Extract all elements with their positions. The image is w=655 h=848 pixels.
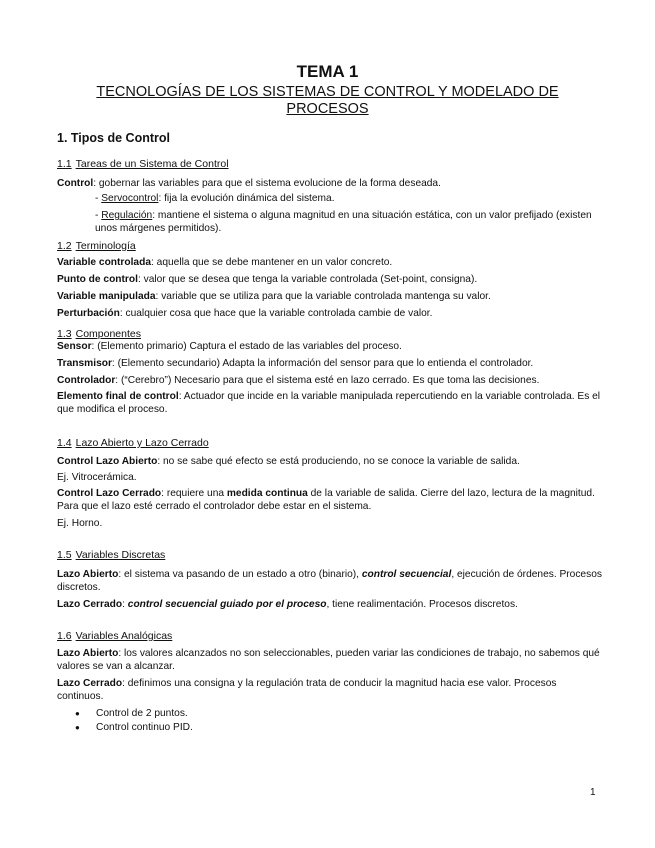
item-servocontrol: - Servocontrol: fija la evolución dinámica del sistema. <box>95 193 335 204</box>
page-number: 1 <box>590 787 596 798</box>
example-horno: Ej. Horno. <box>57 518 103 529</box>
paragraph-variable-manipulada: Variable manipulada: variable que se utiliza para que la variable controlada mantenga su valor. <box>57 291 491 302</box>
paragraph-control-lazo-abierto: Control Lazo Abierto: no se sabe qué efecto se está produciendo, no se conoce la variable de salida. <box>57 456 520 467</box>
paragraph-sensor: Sensor: (Elemento primario) Captura el estado de las variables del proceso. <box>57 341 402 352</box>
paragraph-discretas-lazo-abierto: Lazo Abierto: el sistema va pasando de un estado a otro (binario), control secuencial, ejecución de órdenes. Procesos discretos. <box>57 569 602 593</box>
paragraph-analogicas-lazo-abierto: Lazo Abierto: los valores alcanzados no son seleccionables, pueden variar las condiciones de trabajo, no sabemos qué valores se van a alcanzar. <box>57 648 600 672</box>
paragraph-control: Control: gobernar las variables para que el sistema evolucione de la forma deseada. <box>57 178 441 189</box>
subsection-1-3-heading: 1.3 Componentes <box>57 328 141 340</box>
paragraph-controlador: Controlador: (“Cerebro”) Necesario para que el sistema esté en lazo cerrado. Es que toma las decisiones. <box>57 375 540 386</box>
subsection-1-4-heading: 1.4 Lazo Abierto y Lazo Cerrado <box>57 437 209 449</box>
subsection-1-1-heading: 1.1 Tareas de un Sistema de Control <box>57 158 229 170</box>
list-item: ● Control continuo PID. <box>75 721 193 735</box>
paragraph-elemento-final: Elemento final de control: Actuador que incide en la variable manipulada repercutiendo en la variable controlada. Es el que modifica el proceso. <box>57 391 601 415</box>
paragraph-perturbacion: Perturbación: cualquier cosa que hace que la variable controlada cambie de valor. <box>57 308 433 319</box>
item-regulacion: - Regulación: mantiene el sistema o alguna magnitud en una situación estática, con un valor prefijado (existen unos márgenes permitidos). <box>95 210 592 234</box>
doc-title: TEMA 1 <box>296 62 359 81</box>
subsection-1-5-heading: 1.5 Variables Discretas <box>57 549 166 561</box>
doc-subtitle: TECNOLOGÍAS DE LOS SISTEMAS DE CONTROL Y MODELADO DE PROCESOS <box>96 84 559 117</box>
paragraph-variable-controlada: Variable controlada: aquella que se debe mantener en un valor concreto. <box>57 257 393 268</box>
paragraph-control-lazo-cerrado: Control Lazo Cerrado: requiere una medida continua de la variable de salida. Cierre del lazo, lectura de la magnitud. Para que el lazo esté cerrado el controlador debe estar en el sistema. <box>57 488 595 512</box>
paragraph-discretas-lazo-cerrado: Lazo Cerrado: control secuencial guiado por el proceso, tiene realimentación. Procesos discretos. <box>57 599 518 610</box>
subsection-1-6-heading: 1.6 Variables Analógicas <box>57 630 173 642</box>
paragraph-transmisor: Transmisor: (Elemento secundario) Adapta la información del sensor para que lo entienda el controlador. <box>57 358 534 369</box>
paragraph-analogicas-lazo-cerrado: Lazo Cerrado: definimos una consigna y la regulación trata de conducir la magnitud hacia ese valor. Procesos continuos. <box>57 678 557 702</box>
list-item: ● Control de 2 puntos. <box>75 707 193 721</box>
section-heading: 1. Tipos de Control <box>57 131 170 145</box>
bullet-list <box>75 707 193 735</box>
example-vitroceramica: Ej. Vitrocerámica. <box>57 472 137 483</box>
paragraph-punto-de-control: Punto de control: valor que se desea que tenga la variable controlada (Set-point, consigna). <box>57 274 478 285</box>
subsection-1-2-heading: 1.2 Terminología <box>57 240 136 252</box>
